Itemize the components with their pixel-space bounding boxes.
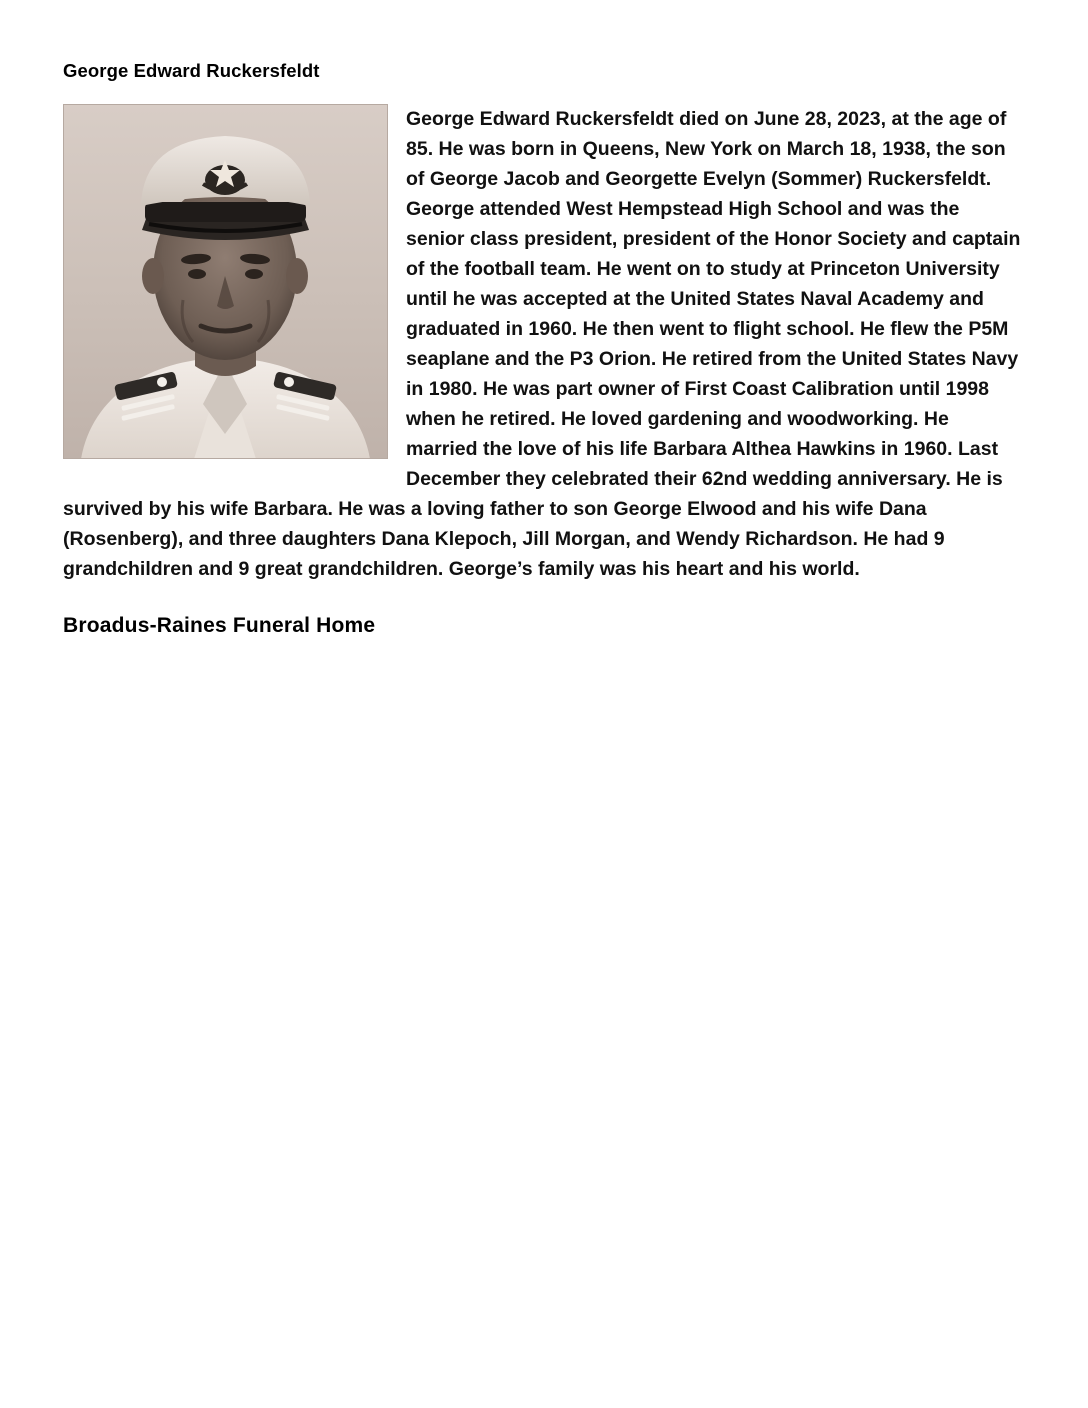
funeral-home-name: Broadus-Raines Funeral Home [63,614,376,638]
portrait-illustration [63,104,388,459]
page-title: George Edward Ruckersfeldt [63,60,320,81]
portrait-photo [63,104,388,459]
obituary-body [63,104,1023,584]
document-content [63,60,1023,638]
obituary-paragraph-2: George attended West Hempstead High School and was the senior class president, president of the Honor Society and captain of the football team. He went on to study at Princeton University until he was accepted at the United States Naval Academy and graduated in 1960. He then went to flight school. He flew the P5M seaplane and the P3 Orion. He retired from the United States Navy in 1980. He was part owner of First Coast Calibration until 1998 when he retired. He loved gardening and woodworking. He married the love of his life Barbara Althea Hawkins in 1960. Last December they celebrated their 62nd wedding anniversary. He is survived by his wife Barbara. He was a loving father to son George Elwood and his wife Dana (Rosenberg), and three daughters Dana Klepoch, Jill Morgan, and Wendy Richardson. He had 9 grandchildren and 9 great grandchildren. George’s family was his heart and his world. [63,198,1021,581]
obituary-paragraph-1: George Edward Ruckersfeldt died on June 28, 2023, at the age of 85. He was born in Queens, New York on March 18, 1938, the son of George Jacob and Georgette Evelyn (Sommer) Ruckersfeldt. [406,108,1007,191]
